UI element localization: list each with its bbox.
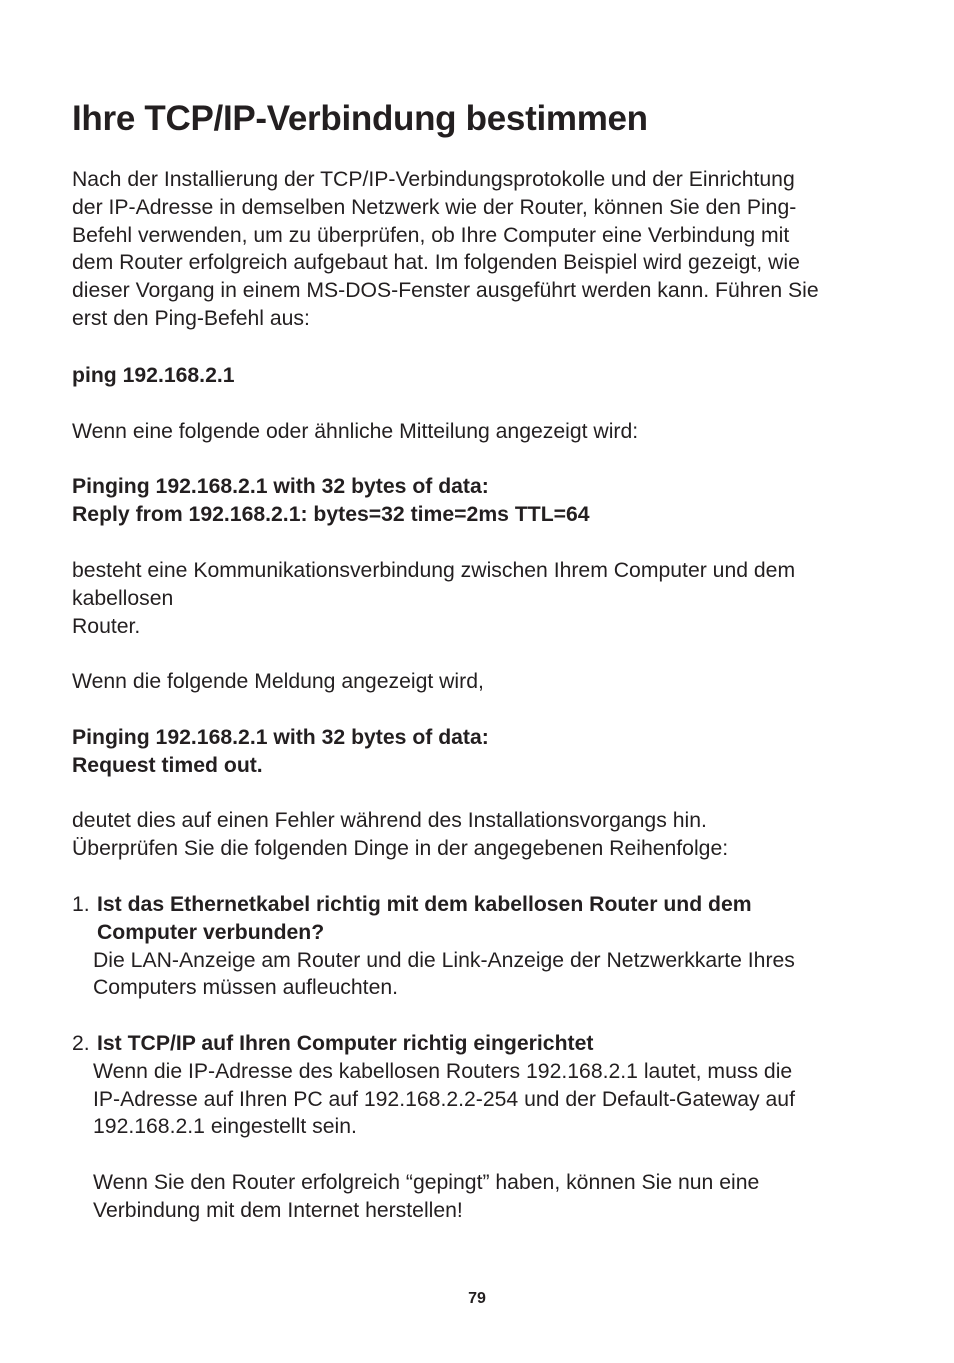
failure-output — [72, 724, 902, 780]
intro-line: der IP-Adresse in demselben Netzwerk wie der Router, können Sie den Ping- — [72, 195, 797, 219]
failure-intro-text: Wenn die folgende Meldung angezeigt wird, — [72, 670, 484, 693]
list-heading: Ist TCP/IP auf Ihren Computer richtig eingerichtet — [97, 1032, 594, 1055]
intro-line: dem Router erfolgreich aufgebaut hat. Im folgenden Beispiel wird gezeigt, wie — [72, 251, 800, 275]
intro-line: Befehl verwenden, um zu überprüfen, ob Ihre Computer eine Verbindung mit — [72, 223, 790, 247]
success-intro — [72, 418, 902, 446]
closing-line: Verbindung mit dem Internet herstellen! — [93, 1198, 463, 1222]
success-intro-text: Wenn eine folgende oder ähnliche Mitteilung angezeigt wird: — [72, 420, 639, 443]
closing-line: Wenn Sie den Router erfolgreich “gepingt” haben, können Sie nun eine — [93, 1171, 760, 1194]
closing-paragraph — [72, 1169, 892, 1225]
success-result — [72, 557, 902, 640]
output-line: Pinging 192.168.2.1 with 32 bytes of data: — [72, 475, 489, 498]
list-body: Computers müssen aufleuchten. — [93, 976, 399, 1000]
success-output — [72, 473, 902, 529]
result-line: Router. — [72, 614, 141, 638]
checklist-item-2 — [72, 1030, 892, 1141]
failure-intro — [72, 668, 902, 696]
list-body: Wenn die IP-Adresse des kabellosen Routers 192.168.2.1 lautet, muss die — [93, 1059, 793, 1083]
checklist-item-1 — [72, 891, 892, 1002]
failure-result — [72, 807, 902, 863]
output-line: Reply from 192.168.2.1: bytes=32 time=2ms TTL=64 — [72, 502, 590, 526]
list-number: 2. — [72, 1032, 90, 1055]
list-body: IP-Adresse auf Ihren PC auf 192.168.2.2-254 und der Default-Gateway auf — [93, 1087, 795, 1111]
intro-line: erst den Ping-Befehl aus: — [72, 306, 310, 330]
intro-paragraph — [72, 166, 902, 333]
result-line: kabellosen — [72, 586, 174, 610]
list-body: Die LAN-Anzeige am Router und die Link-Anzeige der Netzwerkkarte Ihres — [93, 948, 795, 972]
intro-line: Nach der Installierung der TCP/IP-Verbindungsprotokolle und der Einrichtung — [72, 168, 795, 191]
result-line: deutet dies auf einen Fehler während des Installationsvorgangs hin. — [72, 809, 707, 832]
page-number: 79 — [468, 1290, 486, 1307]
list-heading: Computer verbunden? — [97, 920, 325, 944]
output-line: Request timed out. — [72, 753, 263, 777]
result-line: Überprüfen Sie die folgenden Dinge in der angegebenen Reihenfolge: — [72, 836, 729, 860]
output-line: Pinging 192.168.2.1 with 32 bytes of data: — [72, 726, 489, 749]
page-title: Ihre TCP/IP-Verbindung bestimmen — [72, 99, 648, 138]
result-line: besteht eine Kommunikationsverbindung zwischen Ihrem Computer und dem — [72, 559, 796, 582]
ping-command — [72, 362, 902, 390]
ping-command-text: ping 192.168.2.1 — [72, 364, 235, 387]
list-heading: Ist das Ethernetkabel richtig mit dem kabellosen Router und dem — [97, 893, 752, 916]
intro-line: dieser Vorgang in einem MS-DOS-Fenster ausgeführt werden kann. Führen Sie — [72, 279, 819, 303]
list-number: 1. — [72, 893, 90, 916]
list-body: 192.168.2.1 eingestellt sein. — [93, 1115, 357, 1139]
